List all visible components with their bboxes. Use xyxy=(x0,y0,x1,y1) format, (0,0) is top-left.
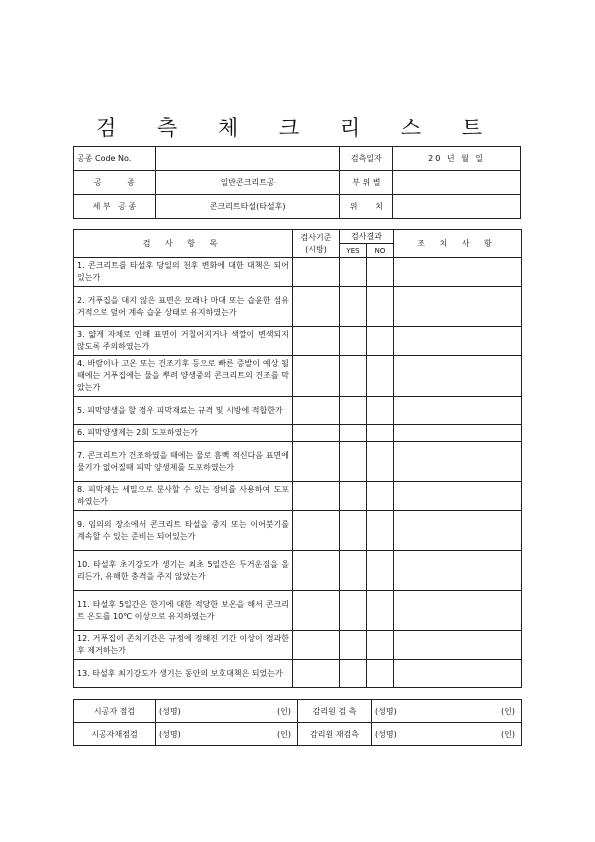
work-label: 공 종 xyxy=(74,171,156,195)
checklist-row xyxy=(74,551,522,591)
checklist-no-cell[interactable] xyxy=(367,660,394,688)
detail-value-field[interactable]: 콘크리트타설(타설후) xyxy=(155,195,339,219)
checklist-yes-cell[interactable] xyxy=(340,631,367,660)
page-title: 검 측 체 크 리 스 트 xyxy=(95,116,500,140)
checklist-standard-cell[interactable] xyxy=(293,511,340,551)
detail-label: 세 부 공 종 xyxy=(74,195,156,219)
checklist-yes-cell[interactable] xyxy=(340,327,367,356)
checklist-item-text: 10. 타설후 초기강도가 생기는 최초 5일간은 두거운짐을 올리든가, 유해한 충격을 주지 않았는가 xyxy=(74,551,293,591)
checklist-standard-cell[interactable] xyxy=(293,287,340,327)
sign-row-2 xyxy=(74,723,522,746)
checklist-action-cell[interactable] xyxy=(394,482,522,511)
contractor-reinspect-label: 시공자재점검 xyxy=(74,723,156,746)
checklist-yes-cell[interactable] xyxy=(340,511,367,551)
checklist-no-cell[interactable] xyxy=(367,287,394,327)
items-header: 검 사 항 목 xyxy=(74,230,293,258)
checklist-item-text: 3. 얇게 자체로 인해 표면이 거칠어지거나 색깔이 변색되지 않도록 주의하였는가 xyxy=(74,327,293,356)
checklist-no-cell[interactable] xyxy=(367,327,394,356)
checklist-item-text: 2. 거푸집을 대지 않은 표면은 모래나 마대 또는 습윤한 섬유거적으로 덮어 계속 습윤 상태로 유지하였는가 xyxy=(74,287,293,327)
checklist-no-cell[interactable] xyxy=(367,631,394,660)
checklist-item-text: 1. 콘크리트를 타설후 당일의 천후 변화에 대한 대책은 되어 있는가 xyxy=(74,258,293,287)
checklist-row xyxy=(74,397,522,425)
checklist-item-text: 8. 피막제는 세밀으로 분사할 수 있는 장비를 사용하여 도포하였는가 xyxy=(74,482,293,511)
checklist-table xyxy=(73,229,522,688)
checklist-action-cell[interactable] xyxy=(394,287,522,327)
contractor-manager-seal: (인) xyxy=(234,700,298,723)
checklist-yes-cell[interactable] xyxy=(340,258,367,287)
checklist-row xyxy=(74,631,522,660)
contractor-manager-label: 시공자 점검 xyxy=(74,700,156,723)
checklist-action-cell[interactable] xyxy=(394,442,522,482)
checklist-item-text: 5. 피막양생을 할 경우 피막재료는 규격 및 시방에 적합한가 xyxy=(74,397,293,425)
checklist-item-text: 7. 콘크리트가 건조하였을 때에는 물로 흠뻑 적신다음 표면에 물기가 없어질때 피막 양생제를 도포하였는가 xyxy=(74,442,293,482)
checklist-no-cell[interactable] xyxy=(367,397,394,425)
checklist-action-cell[interactable] xyxy=(394,660,522,688)
standard-header xyxy=(293,230,340,258)
checklist-item-text: 6. 피막양생제는 2회 도포하였는가 xyxy=(74,425,293,442)
checklist-action-cell[interactable] xyxy=(394,327,522,356)
checklist-item-text: 12. 거푸집이 존치기간은 규정에 정해진 기간 이상이 경과한 후 제거하는가 xyxy=(74,631,293,660)
result-header: 검사결과 xyxy=(340,230,394,244)
checklist-row xyxy=(74,258,522,287)
location-label: 부 위 별 xyxy=(340,171,393,195)
contractor-manager-name-field[interactable]: (성명) xyxy=(156,700,234,723)
info-table xyxy=(73,146,521,219)
checklist-action-cell[interactable] xyxy=(394,356,522,397)
checklist-row xyxy=(74,442,522,482)
checklist-action-cell[interactable] xyxy=(394,631,522,660)
info-row-detail xyxy=(74,195,521,219)
checklist-action-cell[interactable] xyxy=(394,551,522,591)
checklist-no-cell[interactable] xyxy=(367,258,394,287)
checklist-standard-cell[interactable] xyxy=(293,660,340,688)
checklist-row xyxy=(74,425,522,442)
checklist-item-text: 4. 바람이나 고온 또는 건조기후 등으로 빠른 증발이 예상 될때에는 거푸집에는 물을 뿌려 양생중의 콘크리트의 건조를 막았는가 xyxy=(74,356,293,397)
sign-table xyxy=(73,699,522,746)
checklist-yes-cell[interactable] xyxy=(340,397,367,425)
checklist-no-cell[interactable] xyxy=(367,425,394,442)
checklist-standard-cell[interactable] xyxy=(293,442,340,482)
checklist-action-cell[interactable] xyxy=(394,258,522,287)
checklist-no-cell[interactable] xyxy=(367,551,394,591)
checklist-standard-cell[interactable] xyxy=(293,258,340,287)
checklist-action-cell[interactable] xyxy=(394,397,522,425)
work-value-field[interactable]: 일반콘크리트공 xyxy=(155,171,339,195)
checklist-standard-cell[interactable] xyxy=(293,356,340,397)
checklist-yes-cell[interactable] xyxy=(340,442,367,482)
checklist-yes-cell[interactable] xyxy=(340,356,367,397)
no-header: NO xyxy=(367,244,394,258)
checklist-standard-cell[interactable] xyxy=(293,551,340,591)
checklist-yes-cell[interactable] xyxy=(340,660,367,688)
checklist-standard-cell[interactable] xyxy=(293,631,340,660)
checklist-yes-cell[interactable] xyxy=(340,591,367,631)
checklist-item-text: 9. 임의의 장소에서 콘크리트 타설을 중지 또는 이어붓기를 계속할 수 있는 준비는 되어있는가 xyxy=(74,511,293,551)
supervisor-inspect-label: 감리원 검 측 xyxy=(298,700,372,723)
supervisor-reinspect-label: 감리원 재검측 xyxy=(298,723,372,746)
checklist-yes-cell[interactable] xyxy=(340,425,367,442)
checklist-standard-cell[interactable] xyxy=(293,397,340,425)
checklist-no-cell[interactable] xyxy=(367,442,394,482)
checklist-no-cell[interactable] xyxy=(367,482,394,511)
checklist-yes-cell[interactable] xyxy=(340,482,367,511)
yes-header: YES xyxy=(340,244,367,258)
checklist-standard-cell[interactable] xyxy=(293,425,340,442)
checklist-row xyxy=(74,287,522,327)
supervisor-inspect-seal: (인) xyxy=(452,700,522,723)
checklist-standard-cell[interactable] xyxy=(293,591,340,631)
checklist-row xyxy=(74,482,522,511)
checklist-no-cell[interactable] xyxy=(367,511,394,551)
action-header: 조 치 사 항 xyxy=(394,230,522,258)
position-value-field[interactable] xyxy=(393,195,521,219)
checklist-standard-cell[interactable] xyxy=(293,482,340,511)
date-label: 검측일자 xyxy=(340,147,393,171)
date-value-field[interactable]: 20 년 월 일 xyxy=(393,147,521,171)
code-value-field[interactable] xyxy=(155,147,339,171)
supervisor-reinspect-seal: (인) xyxy=(452,723,522,746)
checklist-row xyxy=(74,511,522,551)
sign-row-1 xyxy=(74,700,522,723)
location-value-field[interactable] xyxy=(393,171,521,195)
checklist-row xyxy=(74,356,522,397)
checklist-item-text: 13. 타설후 최기강도가 생기는 동안의 보호대책은 되었는가 xyxy=(74,660,293,688)
checklist-items xyxy=(74,258,522,688)
supervisor-inspect-name-field[interactable]: (성명) xyxy=(372,700,452,723)
info-row-work xyxy=(74,171,521,195)
checklist-item-text: 11. 타설후 5일간은 한기에 대한 적당한 보온을 해서 콘크리트 온도를 10℃ 이상으로 유지하였는가 xyxy=(74,591,293,631)
checklist-row xyxy=(74,327,522,356)
supervisor-reinspect-name-field[interactable]: (성명) xyxy=(372,723,452,746)
checklist-header-row xyxy=(74,230,522,244)
checklist-row xyxy=(74,591,522,631)
standard-header-label: 검사기준 xyxy=(300,232,332,242)
standard-header-sub: (시방) xyxy=(305,244,327,254)
checklist-action-cell[interactable] xyxy=(394,591,522,631)
checklist-standard-cell[interactable] xyxy=(293,327,340,356)
checklist-no-cell[interactable] xyxy=(367,591,394,631)
checklist-action-cell[interactable] xyxy=(394,425,522,442)
checklist-yes-cell[interactable] xyxy=(340,551,367,591)
checklist-row xyxy=(74,660,522,688)
position-label: 위 치 xyxy=(340,195,393,219)
contractor-reinspect-seal: (인) xyxy=(234,723,298,746)
info-row-code xyxy=(74,147,521,171)
checklist-yes-cell[interactable] xyxy=(340,287,367,327)
checklist-action-cell[interactable] xyxy=(394,511,522,551)
checklist-no-cell[interactable] xyxy=(367,356,394,397)
contractor-reinspect-name-field[interactable]: (성명) xyxy=(156,723,234,746)
code-label: 공종 Code No. xyxy=(74,147,156,171)
